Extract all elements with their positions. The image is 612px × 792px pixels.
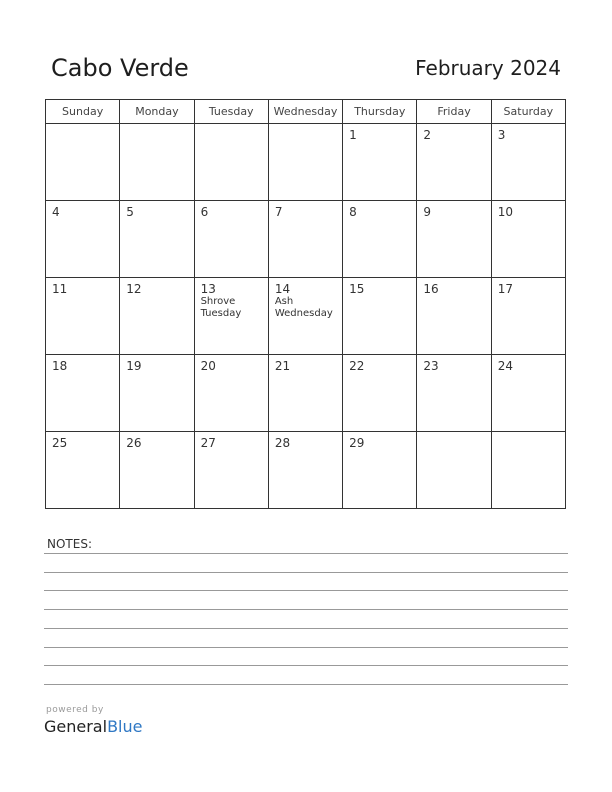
week-row-2 <box>46 201 566 278</box>
notes-line[interactable] <box>44 684 568 685</box>
day-number: 28 <box>274 436 291 450</box>
day-cell[interactable] <box>343 278 417 355</box>
day-cell[interactable] <box>343 201 417 278</box>
week-row-5 <box>46 432 566 509</box>
day-number: 24 <box>497 359 513 373</box>
day-cell[interactable] <box>46 124 120 201</box>
day-cell[interactable] <box>491 355 565 432</box>
day-number: 2 <box>423 128 432 142</box>
day-cell[interactable] <box>491 432 565 509</box>
notes-line[interactable] <box>44 647 568 648</box>
day-cell[interactable] <box>268 278 342 355</box>
calendar-grid <box>45 99 566 509</box>
day-cell[interactable] <box>194 201 268 278</box>
notes-line[interactable] <box>44 665 568 666</box>
day-cell[interactable] <box>46 201 120 278</box>
day-cell[interactable] <box>417 124 491 201</box>
holiday-label: Ash Wednesday <box>274 296 333 319</box>
logo-text-blue: Blue <box>107 717 143 736</box>
day-cell[interactable] <box>491 278 565 355</box>
weekday-saturday: Saturday <box>491 100 565 124</box>
day-cell[interactable] <box>120 124 194 201</box>
day-number: 3 <box>497 128 506 142</box>
day-cell[interactable] <box>417 278 491 355</box>
day-number: 7 <box>274 205 283 219</box>
weekday-thursday: Thursday <box>343 100 417 124</box>
day-number: 14 <box>274 282 291 296</box>
notes-line[interactable] <box>44 628 568 629</box>
day-cell[interactable] <box>120 355 194 432</box>
day-number: 5 <box>126 205 134 219</box>
day-cell[interactable] <box>120 278 194 355</box>
day-number: 1 <box>349 128 357 142</box>
weekday-wednesday: Wednesday <box>268 100 342 124</box>
day-number: 13 <box>200 282 216 296</box>
day-number: 15 <box>349 282 365 296</box>
day-cell[interactable] <box>194 278 268 355</box>
powered-by-text: powered by <box>46 705 104 715</box>
weekday-header-row <box>46 100 566 124</box>
day-cell[interactable] <box>417 355 491 432</box>
weekday-friday: Friday <box>417 100 491 124</box>
day-cell[interactable] <box>194 355 268 432</box>
notes-line[interactable] <box>44 572 568 573</box>
weekday-tuesday: Tuesday <box>194 100 268 124</box>
day-cell[interactable] <box>120 201 194 278</box>
day-number: 11 <box>52 282 68 296</box>
day-number: 23 <box>423 359 439 373</box>
day-cell[interactable] <box>417 201 491 278</box>
day-number: 4 <box>52 205 60 219</box>
day-number: 19 <box>126 359 142 373</box>
day-cell[interactable] <box>46 278 120 355</box>
week-row-3 <box>46 278 566 355</box>
day-number: 29 <box>349 436 365 450</box>
notes-line[interactable] <box>44 553 568 554</box>
day-number: 26 <box>126 436 142 450</box>
logo-text-general: General <box>44 717 108 736</box>
day-number: 18 <box>52 359 68 373</box>
day-number: 8 <box>349 205 357 219</box>
day-cell[interactable] <box>120 432 194 509</box>
notes-line[interactable] <box>44 590 568 591</box>
day-number: 27 <box>200 436 216 450</box>
day-number: 16 <box>423 282 439 296</box>
week-row-4 <box>46 355 566 432</box>
notes-label: NOTES: <box>47 537 92 551</box>
day-cell[interactable] <box>491 201 565 278</box>
day-cell[interactable] <box>268 355 342 432</box>
month-year-title: February 2024 <box>415 56 561 80</box>
weekday-sunday: Sunday <box>46 100 120 124</box>
weekday-monday: Monday <box>120 100 194 124</box>
generalblue-logo[interactable] <box>44 717 142 737</box>
day-cell[interactable] <box>194 432 268 509</box>
day-number: 22 <box>349 359 365 373</box>
holiday-label: Shrove Tuesday <box>200 296 242 319</box>
day-cell[interactable] <box>417 432 491 509</box>
country-title: Cabo Verde <box>51 54 189 82</box>
day-cell[interactable] <box>46 432 120 509</box>
day-cell[interactable] <box>343 355 417 432</box>
day-cell[interactable] <box>268 432 342 509</box>
notes-line[interactable] <box>44 609 568 610</box>
day-cell[interactable] <box>491 124 565 201</box>
day-cell[interactable] <box>194 124 268 201</box>
day-number: 9 <box>423 205 432 219</box>
day-number: 12 <box>126 282 142 296</box>
day-number: 6 <box>200 205 209 219</box>
day-number: 25 <box>52 436 68 450</box>
day-cell[interactable] <box>268 124 342 201</box>
day-cell[interactable] <box>343 124 417 201</box>
week-row-1 <box>46 124 566 201</box>
day-cell[interactable] <box>343 432 417 509</box>
day-cell[interactable] <box>46 355 120 432</box>
day-number: 20 <box>200 359 216 373</box>
day-number: 17 <box>497 282 513 296</box>
day-number: 10 <box>497 205 513 219</box>
day-cell[interactable] <box>268 201 342 278</box>
day-number: 21 <box>274 359 291 373</box>
